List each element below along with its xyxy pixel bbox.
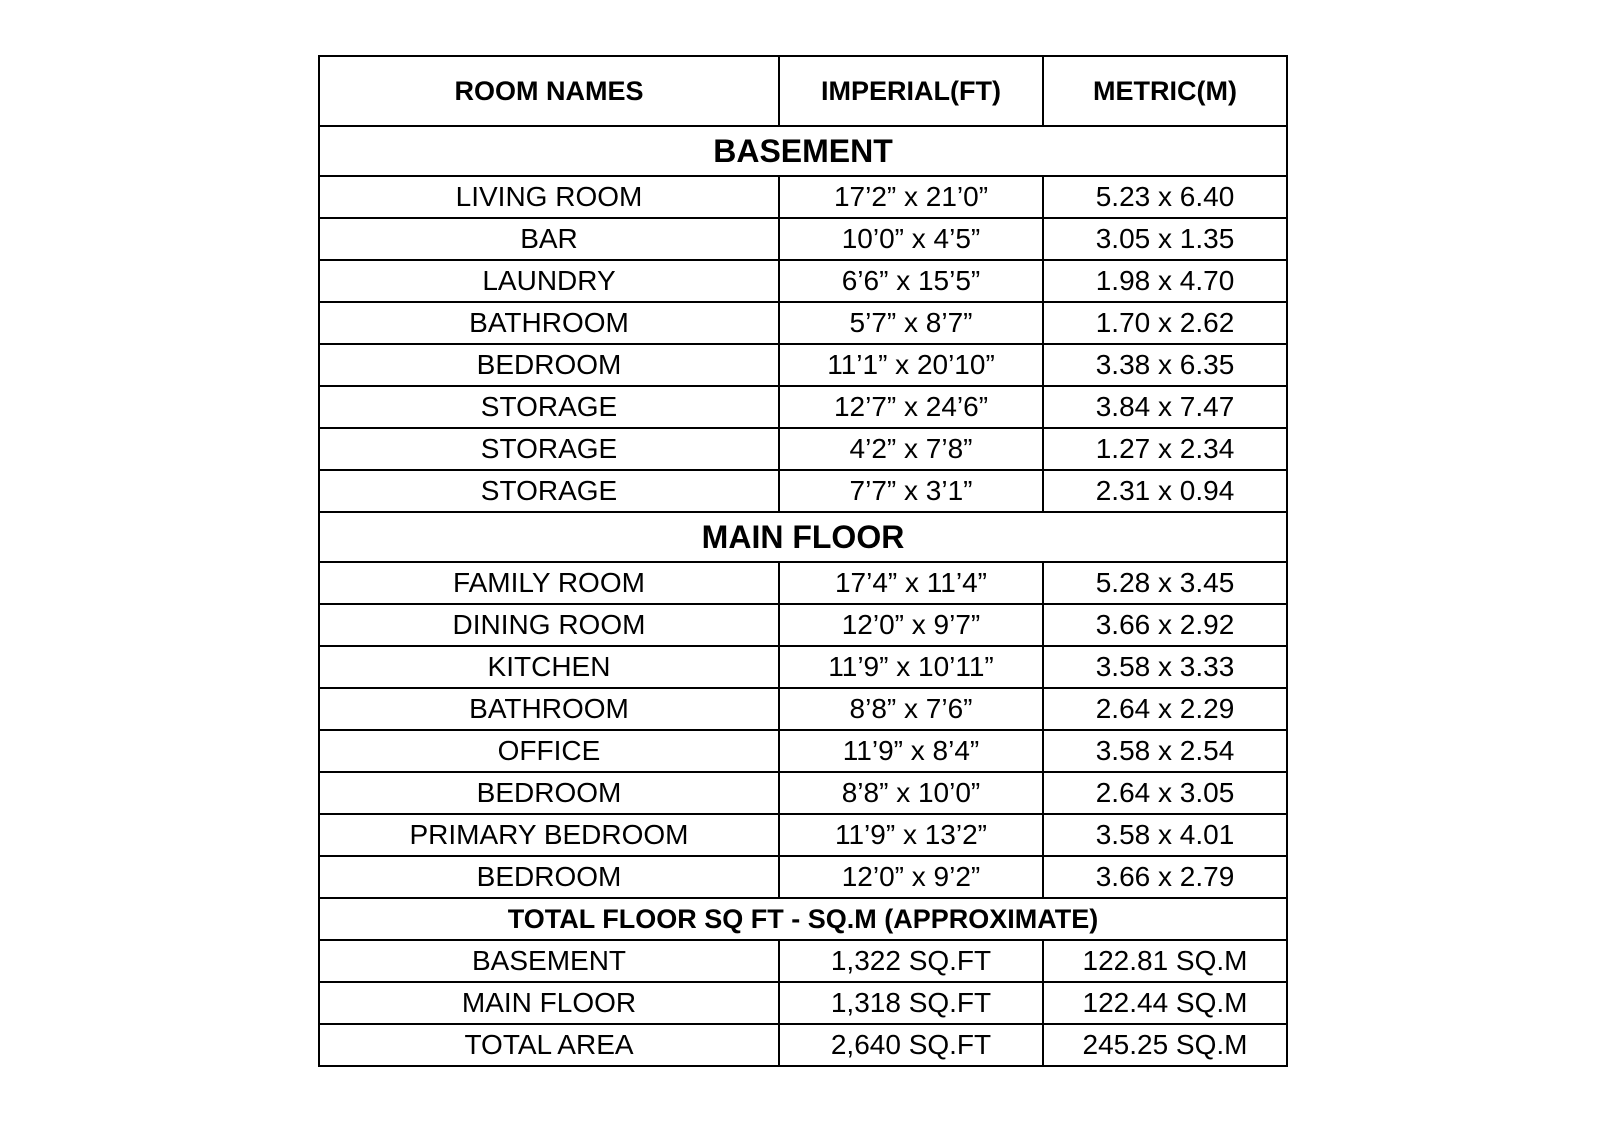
main-floor-imperial-cell: 11’9” x 10’11” — [779, 646, 1043, 688]
table-row — [319, 260, 1287, 302]
basement-imperial-cell: 17’2” x 21’0” — [779, 176, 1043, 218]
basement-metric-cell: 3.84 x 7.47 — [1043, 386, 1287, 428]
basement-room-name-cell: BATHROOM — [319, 302, 779, 344]
table-row — [319, 176, 1287, 218]
basement-imperial-cell: 4’2” x 7’8” — [779, 428, 1043, 470]
table-row — [319, 344, 1287, 386]
header-metric: METRIC(M) — [1043, 56, 1287, 126]
table-row — [319, 772, 1287, 814]
main-floor-metric-cell: 3.66 x 2.79 — [1043, 856, 1287, 898]
main-floor-metric-cell: 3.66 x 2.92 — [1043, 604, 1287, 646]
basement-room-name-cell: BEDROOM — [319, 344, 779, 386]
main-floor-imperial-cell: 8’8” x 10’0” — [779, 772, 1043, 814]
basement-imperial-cell: 10’0” x 4’5” — [779, 218, 1043, 260]
basement-imperial-cell: 11’1” x 20’10” — [779, 344, 1043, 386]
basement-section-header — [319, 126, 1287, 176]
table-row — [319, 688, 1287, 730]
totals-imperial-cell: 1,318 SQ.FT — [779, 982, 1043, 1024]
table-row — [319, 982, 1287, 1024]
main-floor-room-name-cell: FAMILY ROOM — [319, 562, 779, 604]
main-floor-room-name-cell: BATHROOM — [319, 688, 779, 730]
basement-room-name-cell: BAR — [319, 218, 779, 260]
table-row — [319, 646, 1287, 688]
table-row — [319, 814, 1287, 856]
main-floor-imperial-cell: 17’4” x 11’4” — [779, 562, 1043, 604]
basement-imperial-cell: 5’7” x 8’7” — [779, 302, 1043, 344]
main-floor-imperial-cell: 12’0” x 9’2” — [779, 856, 1043, 898]
basement-section-header-title: BASEMENT — [319, 126, 1287, 176]
totals-room-name-cell: BASEMENT — [319, 940, 779, 982]
basement-metric-cell: 1.27 x 2.34 — [1043, 428, 1287, 470]
header-imperial: IMPERIAL(FT) — [779, 56, 1043, 126]
main-floor-metric-cell: 2.64 x 3.05 — [1043, 772, 1287, 814]
basement-imperial-cell: 6’6” x 15’5” — [779, 260, 1043, 302]
totals-room-name-cell: TOTAL AREA — [319, 1024, 779, 1066]
table-row — [319, 428, 1287, 470]
basement-metric-cell: 3.38 x 6.35 — [1043, 344, 1287, 386]
totals-metric-cell: 245.25 SQ.M — [1043, 1024, 1287, 1066]
main-floor-metric-cell: 3.58 x 2.54 — [1043, 730, 1287, 772]
basement-room-name-cell: LIVING ROOM — [319, 176, 779, 218]
header-row — [319, 56, 1287, 126]
basement-room-name-cell: STORAGE — [319, 470, 779, 512]
table-row — [319, 302, 1287, 344]
basement-metric-cell: 2.31 x 0.94 — [1043, 470, 1287, 512]
main-floor-metric-cell: 2.64 x 2.29 — [1043, 688, 1287, 730]
basement-imperial-cell: 12’7” x 24’6” — [779, 386, 1043, 428]
main-floor-room-name-cell: KITCHEN — [319, 646, 779, 688]
main-floor-metric-cell: 3.58 x 3.33 — [1043, 646, 1287, 688]
table-row — [319, 386, 1287, 428]
totals-imperial-cell: 1,322 SQ.FT — [779, 940, 1043, 982]
main-floor-room-name-cell: BEDROOM — [319, 772, 779, 814]
main-floor-imperial-cell: 11’9” x 13’2” — [779, 814, 1043, 856]
totals-section-header-title: TOTAL FLOOR SQ FT - SQ.M (APPROXIMATE) — [319, 898, 1287, 940]
basement-room-name-cell: LAUNDRY — [319, 260, 779, 302]
basement-room-name-cell: STORAGE — [319, 386, 779, 428]
table-row — [319, 940, 1287, 982]
header-room-names: ROOM NAMES — [319, 56, 779, 126]
table-row — [319, 562, 1287, 604]
main-floor-section-header-title: MAIN FLOOR — [319, 512, 1287, 562]
main-floor-section-header — [319, 512, 1287, 562]
main-floor-imperial-cell: 8’8” x 7’6” — [779, 688, 1043, 730]
basement-room-name-cell: STORAGE — [319, 428, 779, 470]
totals-imperial-cell: 2,640 SQ.FT — [779, 1024, 1043, 1066]
totals-room-name-cell: MAIN FLOOR — [319, 982, 779, 1024]
main-floor-metric-cell: 3.58 x 4.01 — [1043, 814, 1287, 856]
table-row — [319, 470, 1287, 512]
main-floor-imperial-cell: 12’0” x 9’7” — [779, 604, 1043, 646]
main-floor-room-name-cell: BEDROOM — [319, 856, 779, 898]
table-row — [319, 856, 1287, 898]
table-body — [319, 126, 1287, 1066]
room-dimensions-table — [318, 55, 1288, 1067]
basement-metric-cell: 1.70 x 2.62 — [1043, 302, 1287, 344]
table-row — [319, 1024, 1287, 1066]
table-row — [319, 730, 1287, 772]
totals-section-header — [319, 898, 1287, 940]
table-row — [319, 218, 1287, 260]
main-floor-room-name-cell: OFFICE — [319, 730, 779, 772]
main-floor-metric-cell: 5.28 x 3.45 — [1043, 562, 1287, 604]
main-floor-room-name-cell: DINING ROOM — [319, 604, 779, 646]
basement-metric-cell: 1.98 x 4.70 — [1043, 260, 1287, 302]
basement-metric-cell: 3.05 x 1.35 — [1043, 218, 1287, 260]
basement-imperial-cell: 7’7” x 3’1” — [779, 470, 1043, 512]
main-floor-imperial-cell: 11’9” x 8’4” — [779, 730, 1043, 772]
main-floor-room-name-cell: PRIMARY BEDROOM — [319, 814, 779, 856]
table-row — [319, 604, 1287, 646]
totals-metric-cell: 122.44 SQ.M — [1043, 982, 1287, 1024]
totals-metric-cell: 122.81 SQ.M — [1043, 940, 1287, 982]
basement-metric-cell: 5.23 x 6.40 — [1043, 176, 1287, 218]
